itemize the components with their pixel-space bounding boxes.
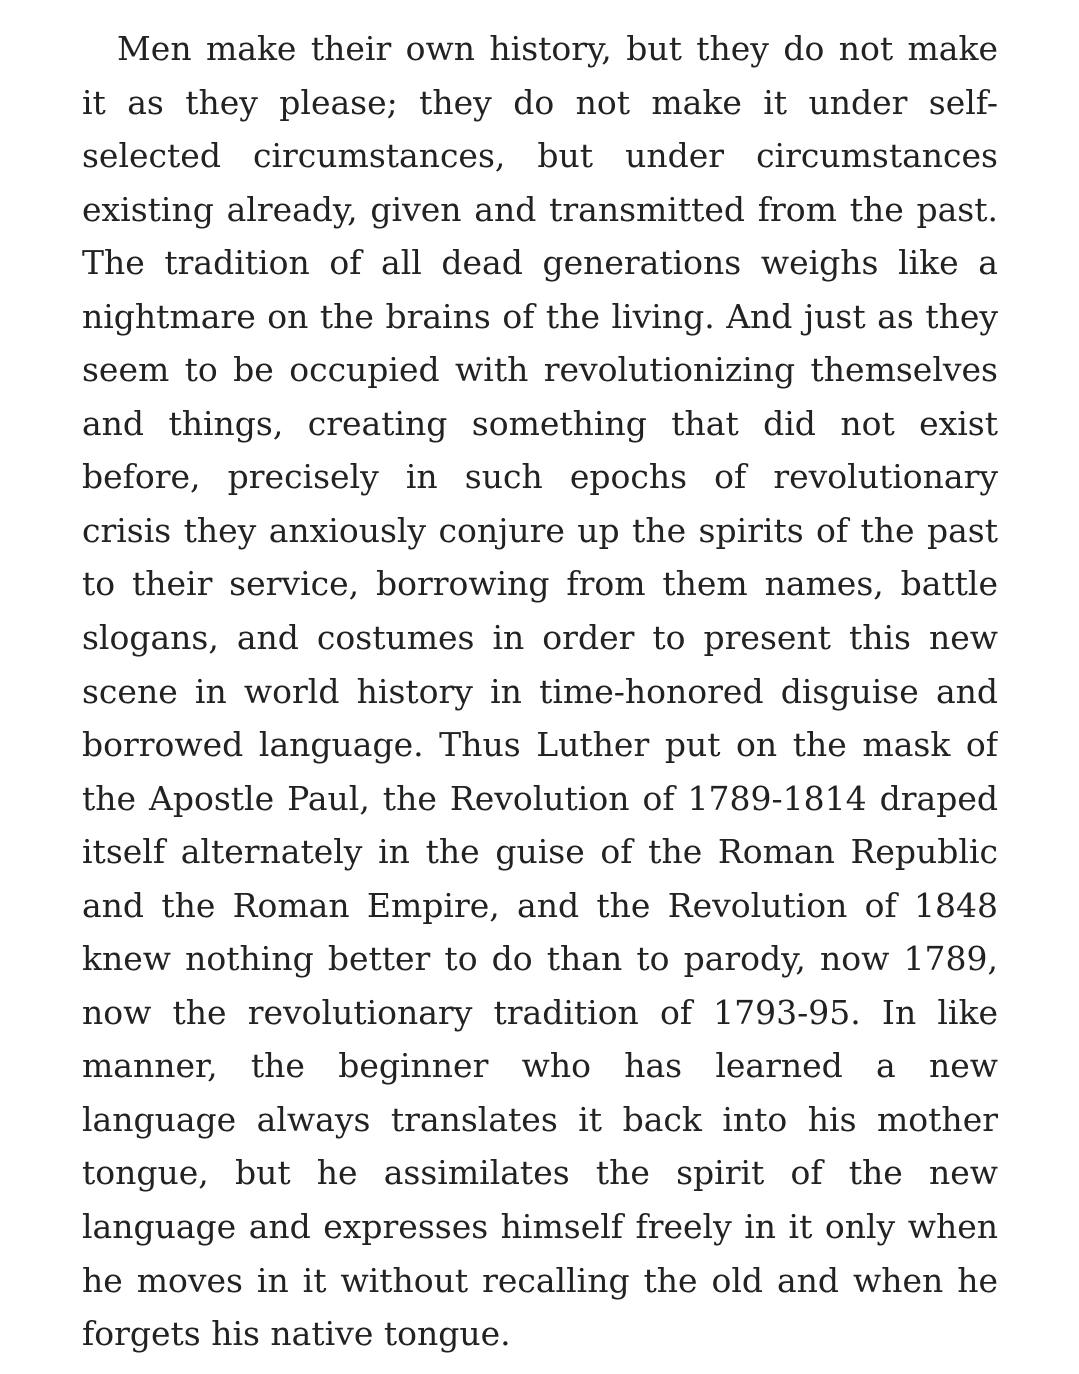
text-line: nightmare on the brains of the living. And just as they <box>82 296 998 336</box>
text-line: selected circumstances, but under circumstances <box>82 136 998 176</box>
text-line: and the Roman Empire, and the Revolution of 1848 <box>82 885 998 925</box>
text-line: manner, the beginner who has learned a new <box>82 1046 998 1086</box>
text-line: tongue, but he assimilates the spirit of the new <box>82 1153 998 1193</box>
text-line: The tradition of all dead generations weighs like a <box>82 243 998 283</box>
text-line: forgets his native tongue. <box>82 1314 511 1354</box>
text-line: the Apostle Paul, the Revolution of 1789-1814 draped <box>82 778 998 818</box>
text-line: now the revolutionary tradition of 1793-95. In like <box>82 992 998 1032</box>
text-line: slogans, and costumes in order to present this new <box>82 618 998 658</box>
text-line: before, precisely in such epochs of revolutionary <box>82 457 998 497</box>
text-line: scene in world history in time-honored disguise and <box>82 671 998 711</box>
text-line: itself alternately in the guise of the Roman Republic <box>82 832 998 872</box>
text-line: it as they please; they do not make it under self- <box>82 82 998 122</box>
text-line: crisis they anxiously conjure up the spirits of the past <box>82 510 998 550</box>
body-paragraph <box>82 22 998 1361</box>
text-line: to their service, borrowing from them names, battle <box>82 564 998 604</box>
text-line: knew nothing better to do than to parody, now 1789, <box>82 939 998 979</box>
text-line: seem to be occupied with revolutionizing themselves <box>82 350 998 390</box>
text-line: he moves in it without recalling the old and when he <box>82 1260 998 1300</box>
text-line: language and expresses himself freely in it only when <box>82 1207 998 1247</box>
text-line: Men make their own history, but they do not make <box>117 29 998 68</box>
text-line: existing already, given and transmitted from the past. <box>82 189 998 229</box>
text-line: and things, creating something that did not exist <box>82 403 998 443</box>
text-line: language always translates it back into his mother <box>82 1099 998 1139</box>
text-line: borrowed language. Thus Luther put on the mask of <box>82 725 998 765</box>
